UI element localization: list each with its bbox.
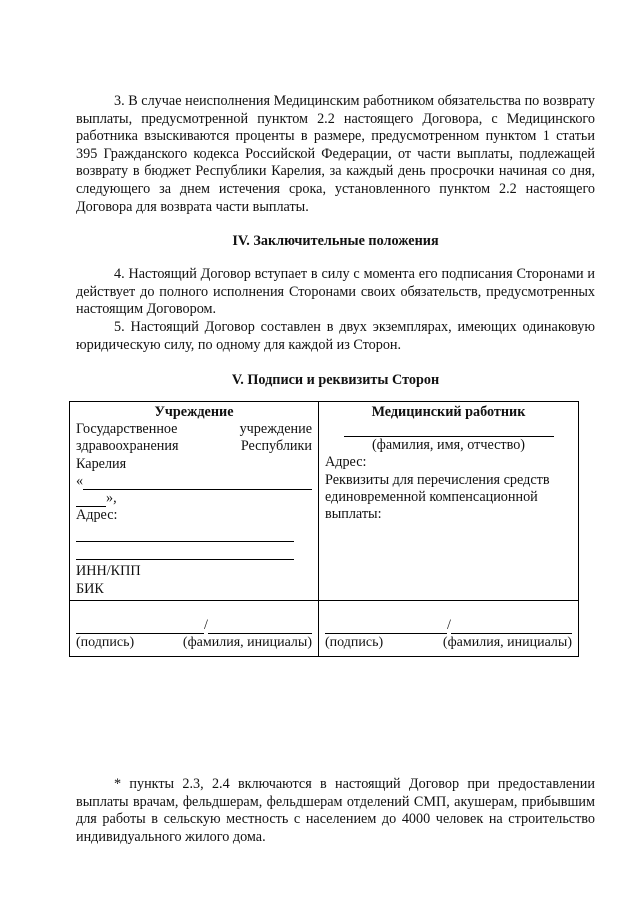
worker-fio-hint: (фамилия, имя, отчество) [371,437,526,454]
worker-initials-field[interactable] [451,619,572,634]
institution-name-field-cont[interactable] [76,492,106,507]
institution-name-word: Государственное [76,421,178,438]
institution-cell [70,402,319,601]
institution-inn-label: ИНН/КПП [76,563,141,580]
institution-signature-line [76,617,312,634]
initials-hint: (фамилия, инициалы) [182,635,312,651]
worker-requisites-label: Реквизиты для перечисления средств единовременной компенсационной выплаты: [325,471,550,523]
worker-signature-labels [325,634,572,651]
footnote: * пункты 2.3, 2.4 включаются в настоящий Договор при предоставлении выплаты врачам, фельдшерам, фельдшерам отделений СМП, акушерам, прибывшим для работы в сельскую местность с населением до 4000 человек на строительство индивидуального жилого дома. [76,776,595,845]
institution-name-line1 [76,421,312,438]
institution-address-field-2[interactable] [76,542,294,560]
institution-name-word: здравоохранения [76,438,179,455]
worker-signature-cell [319,600,579,656]
clause-5: 5. Настоящий Договор составлен в двух экземплярах, имеющих одинаковую юридическую силу, по одному для каждой из Сторон. [76,319,595,353]
initials-hint: (фамилия, инициалы) [442,635,572,651]
institution-signature-labels [76,634,312,651]
worker-signature-line [325,617,572,634]
worker-cell [319,402,579,601]
section-5-title: V. Подписи и реквизиты Сторон [231,372,440,388]
worker-fio-field[interactable] [344,421,554,437]
signature-slash: / [447,616,451,633]
clause-3: 3. В случае неисполнения Медицинским работником обязательства по возврату выплаты, предусмотренной пунктом 2.2 настоящего Договора, с Медицинского работника взыскиваются проценты в размере, предусмотренном пунктом 1 статьи 395 Гражданского кодекса Российской Федерации, от части выплаты, подлежащей возврату в бюджет Республики Карелия, за каждый день просрочки начиная со дня, следующего за днем истечения срока, установленного пунктом 2.2 настоящего Договора для возврата части выплаты. [76,93,595,215]
institution-initials-field[interactable] [208,619,312,634]
worker-header: Медицинский работник [371,404,526,420]
clause-4: 4. Настоящий Договор вступает в силу с момента его подписания Сторонами и действует до полного исполнения Сторонами своих обязательств, предусмотренных настоящим Договором. [76,266,595,318]
institution-address-field-1[interactable] [76,524,294,542]
institution-name-blank [76,473,312,490]
institution-bik-label: БИК [76,580,104,597]
institution-signature-field[interactable] [76,619,204,634]
institution-name-blank-end [76,490,312,507]
institution-signature-cell [70,600,319,656]
worker-address-label: Адрес: [325,454,367,471]
institution-region: Карелия [76,455,127,472]
signature-table [69,401,579,657]
institution-name-word: учреждение [239,421,312,438]
section-4-title: IV. Заключительные положения [232,233,439,249]
institution-name-line2 [76,438,312,455]
quote-close: », [106,490,117,507]
signature-hint: (подпись) [325,635,384,651]
institution-name-word: Республики [240,438,312,455]
worker-signature-field[interactable] [325,619,447,634]
signature-hint: (подпись) [76,635,135,651]
institution-name-field[interactable] [83,475,312,490]
institution-header: Учреждение [154,404,234,420]
institution-address-label: Адрес: [76,507,118,524]
quote-open: « [76,472,84,489]
signature-slash: / [204,616,208,633]
